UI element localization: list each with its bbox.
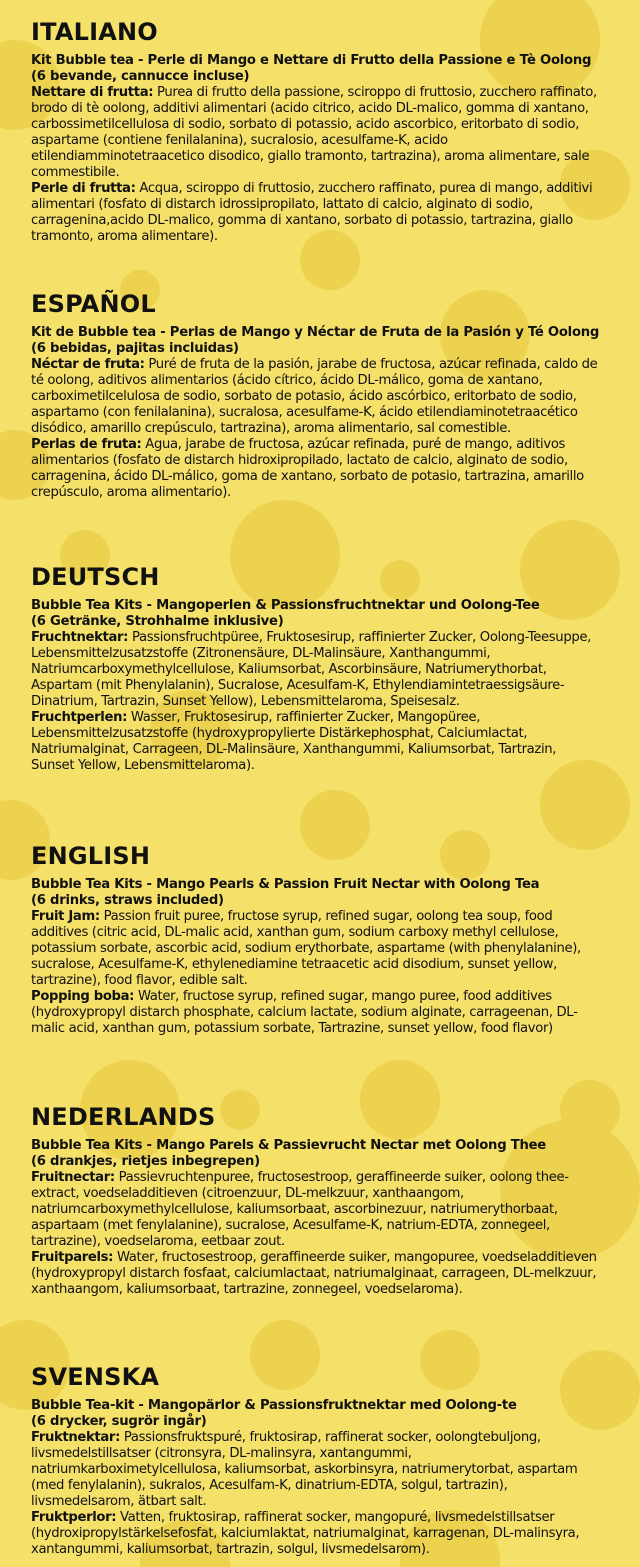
product-title: Kit Bubble tea - Perle di Mango e Nettare di Frutto della Passione e Tè Oolong [31, 53, 592, 68]
product-subtitle: (6 drinks, straws included) [31, 893, 224, 908]
ingredient-text: Acqua, sciroppo di fruttosio, zucchero raffinato, purea di mango, additivi alimentari (fosfato di distarch idrossipropilato, lattato di calcio, alginato di sodio, carragenina,acido DL-malico, gomma di xantano, sorbato di potassio, tartrazina, giallo tramonto, aroma alimentare). [31, 181, 593, 244]
ingredient-label: Fruchtnektar: [31, 630, 129, 645]
product-subtitle: (6 drankjes, rietjes inbegrepen) [31, 1154, 260, 1169]
ingredient-paragraph-1 [31, 909, 603, 989]
ingredient-text: Water, fructosestroop, geraffineerde suiker, mangopuree, voedseladditieven (hydroxypropyl distarch fosfaat, calciumlactaat, natriumalginaat, carrageen, DL-melkzuur, xanthaangom, kaliumsorbaat, tartrazine, zonnegeel, voedselaroma). [31, 1250, 597, 1297]
section-deutsch [31, 562, 603, 774]
section-language-heading: ESPAÑOL [31, 290, 156, 318]
section-svenska [31, 1362, 603, 1558]
ingredient-text: Passionsfruchtpüree, Fruktosesirup, raffinierter Zucker, Oolong-Teesuppe, Lebensmittelzusatzstoffe (Zitronensäure, DL-Malinsäure, Xanthangummi, Natriumcarboxymethylcellulose, Kaliumsorbat, Ascorbinsäure, Natriumerythorbat, Aspartam (mit Phenylalanin), Sucralose, Acesulfam-K, Ethylendiamintetraessigsäure-Dinatrium, Tartrazin, Sunset Yellow), Lebensmittelaroma, Speisesalz. [31, 630, 591, 709]
ingredient-label: Nettare di frutta: [31, 85, 154, 100]
section-language-heading: NEDERLANDS [31, 1103, 216, 1131]
ingredient-text: Passionsfruktspuré, fruktosirap, raffinerat socker, oolongtebuljong, livsmedelstillsatser (citronsyra, DL-malinsyra, xantangummi, natriumkarboximetylcellulosa, kaliumsorbat, askorbinsyra, natriumerytorbat, aspartam (med fenylalanin), sukralos, Acesulfam-K, dinatrium-EDTA, solgul, tartrazin), livsmedelsarom, ätbart salt. [31, 1430, 578, 1509]
ingredient-label: Perle di frutta: [31, 181, 136, 196]
ingredient-paragraph-2 [31, 437, 603, 501]
ingredient-label: Fruitparels: [31, 1250, 114, 1265]
ingredient-label: Néctar de fruta: [31, 357, 145, 372]
ingredient-label: Popping boba: [31, 989, 135, 1004]
ingredient-paragraph-2 [31, 710, 603, 774]
product-title: Bubble Tea Kits - Mango Pearls & Passion Fruit Nectar with Oolong Tea [31, 877, 540, 892]
ingredient-text: Vatten, fruktosirap, raffinerat socker, mangopuré, livsmedelstillsatser (hydroxipropylstärkelsefosfat, kalciumlaktat, natriumalginat, karragenan, DL-malinsyra, xantangummi, kaliumsorbat, tartrazin, solgul, livsmedelsarom). [31, 1510, 580, 1557]
ingredient-text: Puré de fruta de la pasión, jarabe de fructosa, azúcar refinada, caldo de té oolong, aditivos alimentarios (ácido cítrico, ácido DL-málico, goma de xantano, carboximetilcelulosa de sodio, sorbato de potasio, ácido ascórbico, eritorbato de sodio, aspartamo (con fenilalanina), sucralosa, acesulfame-K, ácido etilendiaminotetraacético disódico, amarillo crepúsculo, tartrazina), aroma alimentario, sal comestible. [31, 357, 598, 436]
ingredient-label: Fruit Jam: [31, 909, 100, 924]
ingredient-text: Wasser, Fruktosesirup, raffinierter Zucker, Mangopüree, Lebensmittelzusatzstoffe (hydroxypropylierte Distärkephosphat, Calciumlactat, Natriumalginat, Carrageen, DL-Malinsäure, Xanthangummi, Kaliumsorbat, Tartrazin, Sunset Yellow, Lebensmittelaroma). [31, 710, 557, 773]
product-subtitle: (6 drycker, sugrör ingår) [31, 1414, 207, 1429]
section-language-heading: DEUTSCH [31, 563, 160, 591]
ingredient-label: Fruktnektar: [31, 1430, 121, 1445]
ingredient-label: Fruitnectar: [31, 1170, 115, 1185]
ingredient-paragraph-1 [31, 357, 603, 437]
section-english [31, 841, 603, 1037]
ingredient-paragraph-2 [31, 1250, 603, 1298]
section-language-heading: SVENSKA [31, 1363, 160, 1391]
section-nederlands [31, 1102, 603, 1298]
section-language-heading: ENGLISH [31, 842, 151, 870]
ingredient-text: Purea di frutto della passione, sciroppo di fruttosio, zucchero raffinato, brodo di tè oolong, additivi alimentari (acido citrico, acido DL-malico, gomma di xantano, carbossimetilcellulosa di sodio, sorbato di potassio, acido ascorbico, eritorbato di sodio, aspartame (contiene fenilalanina), sucralosio, acesulfame-K, acido etilendiamminotetraacetico disodico, giallo tramonto, tartrazina), aroma alimentare, sale commestibile. [31, 85, 597, 180]
section-language-heading: ITALIANO [31, 18, 158, 46]
product-subtitle: (6 Getränke, Strohhalme inklusive) [31, 614, 284, 629]
product-title: Kit de Bubble tea - Perlas de Mango y Néctar de Fruta de la Pasión y Té Oolong [31, 325, 600, 340]
product-title: Bubble Tea Kits - Mangoperlen & Passionsfruchtnektar und Oolong-Tee [31, 598, 540, 613]
ingredient-paragraph-1 [31, 630, 603, 710]
section-espanol [31, 289, 603, 501]
ingredient-label: Fruktperlor: [31, 1510, 117, 1525]
ingredient-label: Perlas de fruta: [31, 437, 142, 452]
ingredient-paragraph-2 [31, 181, 603, 245]
ingredient-text: Passievruchtenpuree, fructosestroop, geraffineerde suiker, oolong thee-extract, voedseladditieven (citroenzuur, DL-melkzuur, xanthaangom, natriumcarboxymethylcellulose, kaliumsorbaat, ascorbinezuur, natriumerythorbaat, aspartaam (met fenylalanine), sucralose, Acesulfame-K, natrium-EDTA, zonnegeel, tartrazine), voedselaroma, eetbaar zout. [31, 1170, 569, 1249]
ingredient-paragraph-1 [31, 85, 603, 181]
product-subtitle: (6 bebidas, pajitas incluidas) [31, 341, 239, 356]
ingredient-paragraph-2 [31, 989, 603, 1037]
ingredient-label: Fruchtperlen: [31, 710, 128, 725]
product-title: Bubble Tea-kit - Mangopärlor & Passionsfruktnektar med Oolong-te [31, 1398, 517, 1413]
ingredient-text: Agua, jarabe de fructosa, azúcar refinada, puré de mango, aditivos alimentarios (fosfato de distarch hidroxipropilado, lactato de calcio, alginato de sodio, carragenina, ácido DL-málico, goma de xantano, sorbato de potasio, tartrazina, amarillo crepúsculo, aroma alimentario). [31, 437, 584, 500]
product-subtitle: (6 bevande, cannucce incluse) [31, 69, 250, 84]
ingredient-paragraph-2 [31, 1510, 603, 1558]
ingredient-paragraph-1 [31, 1430, 603, 1510]
section-italiano [31, 17, 603, 245]
ingredient-text: Passion fruit puree, fructose syrup, refined sugar, oolong tea soup, food additives (citric acid, DL-malic acid, xanthan gum, sodium carboxy methyl cellulose, potassium sorbate, ascorbic acid, sodium erythorbate, aspartame (with phenylalanine), sucralose, Acesulfame-K, ethylenediamine tetraacetic acid disodium, sunset yellow, tartrazine), food flavor, edible salt. [31, 909, 581, 988]
ingredient-text: Water, fructose syrup, refined sugar, mango puree, food additives (hydroxypropyl distarch phosphate, calcium lactate, sodium alginate, carrageenan, DL-malic acid, xanthan gum, potassium sorbate, Tartrazine, sunset yellow, food flavor) [31, 989, 578, 1036]
ingredient-paragraph-1 [31, 1170, 603, 1250]
product-title: Bubble Tea Kits - Mango Parels & Passievrucht Nectar met Oolong Thee [31, 1138, 546, 1153]
